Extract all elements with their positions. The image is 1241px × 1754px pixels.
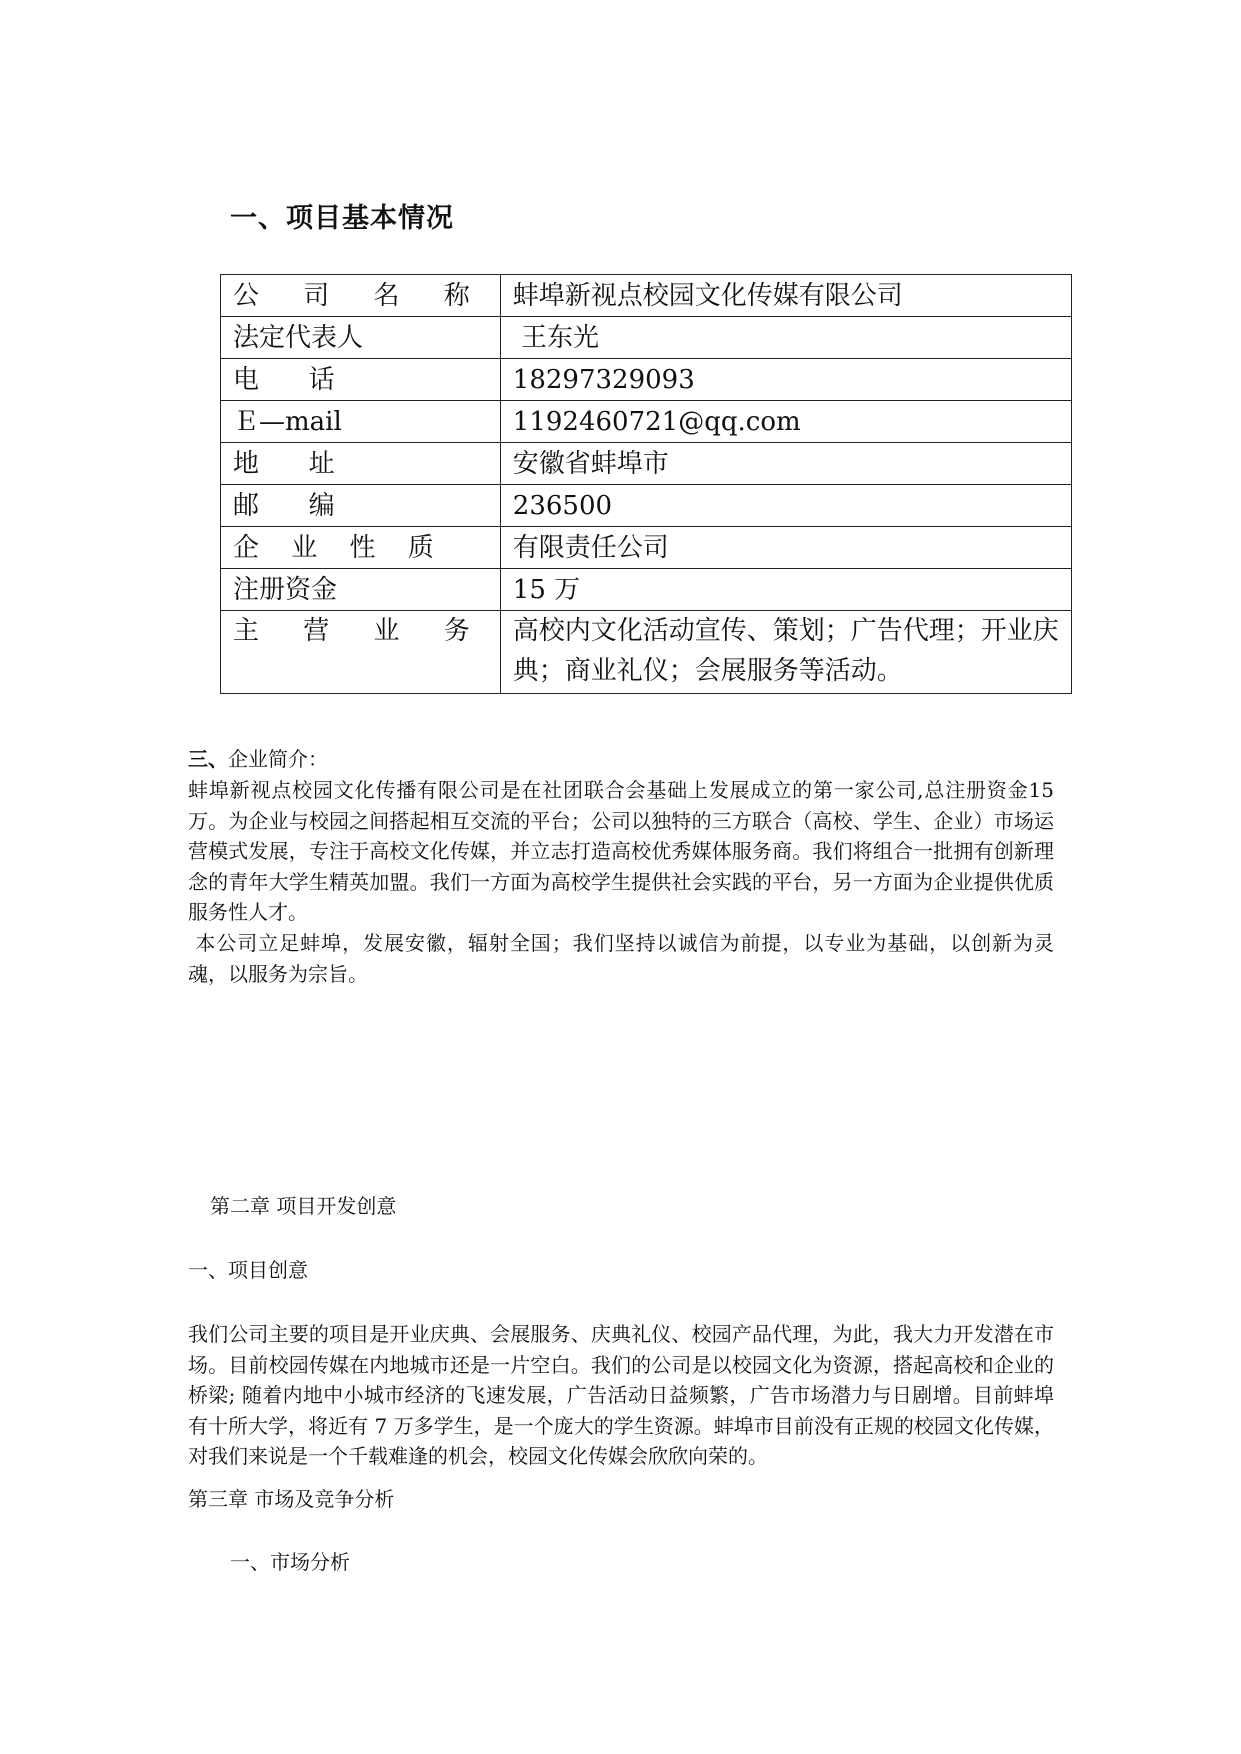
company-mission-paragraph: 本公司立足蚌埠，发展安徽，辐射全国；我们坚持以诚信为前提，以专业为基础，以创新为灵魂，以服务为宗旨。 [188, 931, 1055, 986]
row-key-enterprise-type: 企 业 性 质 [221, 527, 501, 569]
row-key-legal-rep: 法定代表人 [221, 317, 501, 359]
row-key-company-name: 公 司 名 称 [221, 275, 501, 317]
section-number: 三、 [188, 747, 228, 771]
row-value-enterprise-type: 有限责任公司 [500, 527, 1071, 569]
section-label: 企业简介： [228, 747, 328, 771]
table-row [221, 485, 1072, 527]
table-row [221, 611, 1072, 694]
table-row [221, 443, 1072, 485]
chapter2-subsection-title: 一、项目创意 [188, 1258, 308, 1282]
row-value-phone: 18297329093 [500, 359, 1071, 401]
row-value-address: 安徽省蚌埠市 [500, 443, 1071, 485]
row-value-legal-rep: 王东光 [500, 317, 1071, 359]
table-row [221, 527, 1072, 569]
table-row [221, 275, 1072, 317]
table-row [221, 401, 1072, 443]
row-key-phone: 电 话 [221, 359, 501, 401]
row-value-registered-capital: 15 万 [500, 569, 1071, 611]
table-row [221, 569, 1072, 611]
section-title-basic-info: 一、项目基本情况 [230, 203, 454, 234]
row-key-address: 地 址 [221, 443, 501, 485]
row-key-postcode: 邮 编 [221, 485, 501, 527]
table-row [221, 317, 1072, 359]
project-idea-paragraph: 我们公司主要的项目是开业庆典、会展服务、庆典礼仪、校园产品代理，为此，我大力开发潜在市场。目前校园传媒在内地城市还是一片空白。我们的公司是以校园文化为资源，搭起高校和企业的桥梁; 随着内地中小城市经济的飞速发展，广告活动日益频繁，广告市场潜力与日剧增。目前蚌埠有十所大学，将近有 7 万多学生，是一个庞大的学生资源。蚌埠市目前没有正规的校园文化传媒，对我们来说是一个千载难逢的机会，校园文化传媒会欣欣向荣的。 [188, 1322, 1054, 1468]
company-intro-paragraph: 蚌埠新视点校园文化传播有限公司是在社团联合会基础上发展成立的第一家公司,总注册资金15万。为企业与校园之间搭起相互交流的平台；公司以独特的三方联合（高校、学生、企业）市场运营模式发展，专注于高校文化传媒，并立志打造高校优秀媒体服务商。我们将组合一批拥有创新理念的青年大学生精英加盟。我们一方面为高校学生提供社会实践的平台，另一方面为企业提供优质服务性人才。 [188, 778, 1054, 924]
company-info-table [220, 274, 1072, 694]
chapter3-title: 第三章 市场及竞争分析 [188, 1487, 395, 1511]
chapter2-title: 第二章 项目开发创意 [210, 1194, 397, 1218]
row-value-company-name: 蚌埠新视点校园文化传媒有限公司 [500, 275, 1071, 317]
row-key-main-business: 主 营 业 务 [221, 611, 501, 694]
row-value-email: 1192460721@qq.com [500, 401, 1071, 443]
row-value-postcode: 236500 [500, 485, 1071, 527]
row-key-email: Ｅ—mail [221, 401, 501, 443]
table-row [221, 359, 1072, 401]
row-value-main-business: 高校内文化活动宣传、策划；广告代理；开业庆典；商业礼仪；会展服务等活动。 [500, 611, 1071, 694]
section-heading-company-intro [188, 744, 328, 774]
row-key-registered-capital: 注册资金 [221, 569, 501, 611]
chapter3-subsection-title: 一、市场分析 [230, 1550, 350, 1574]
